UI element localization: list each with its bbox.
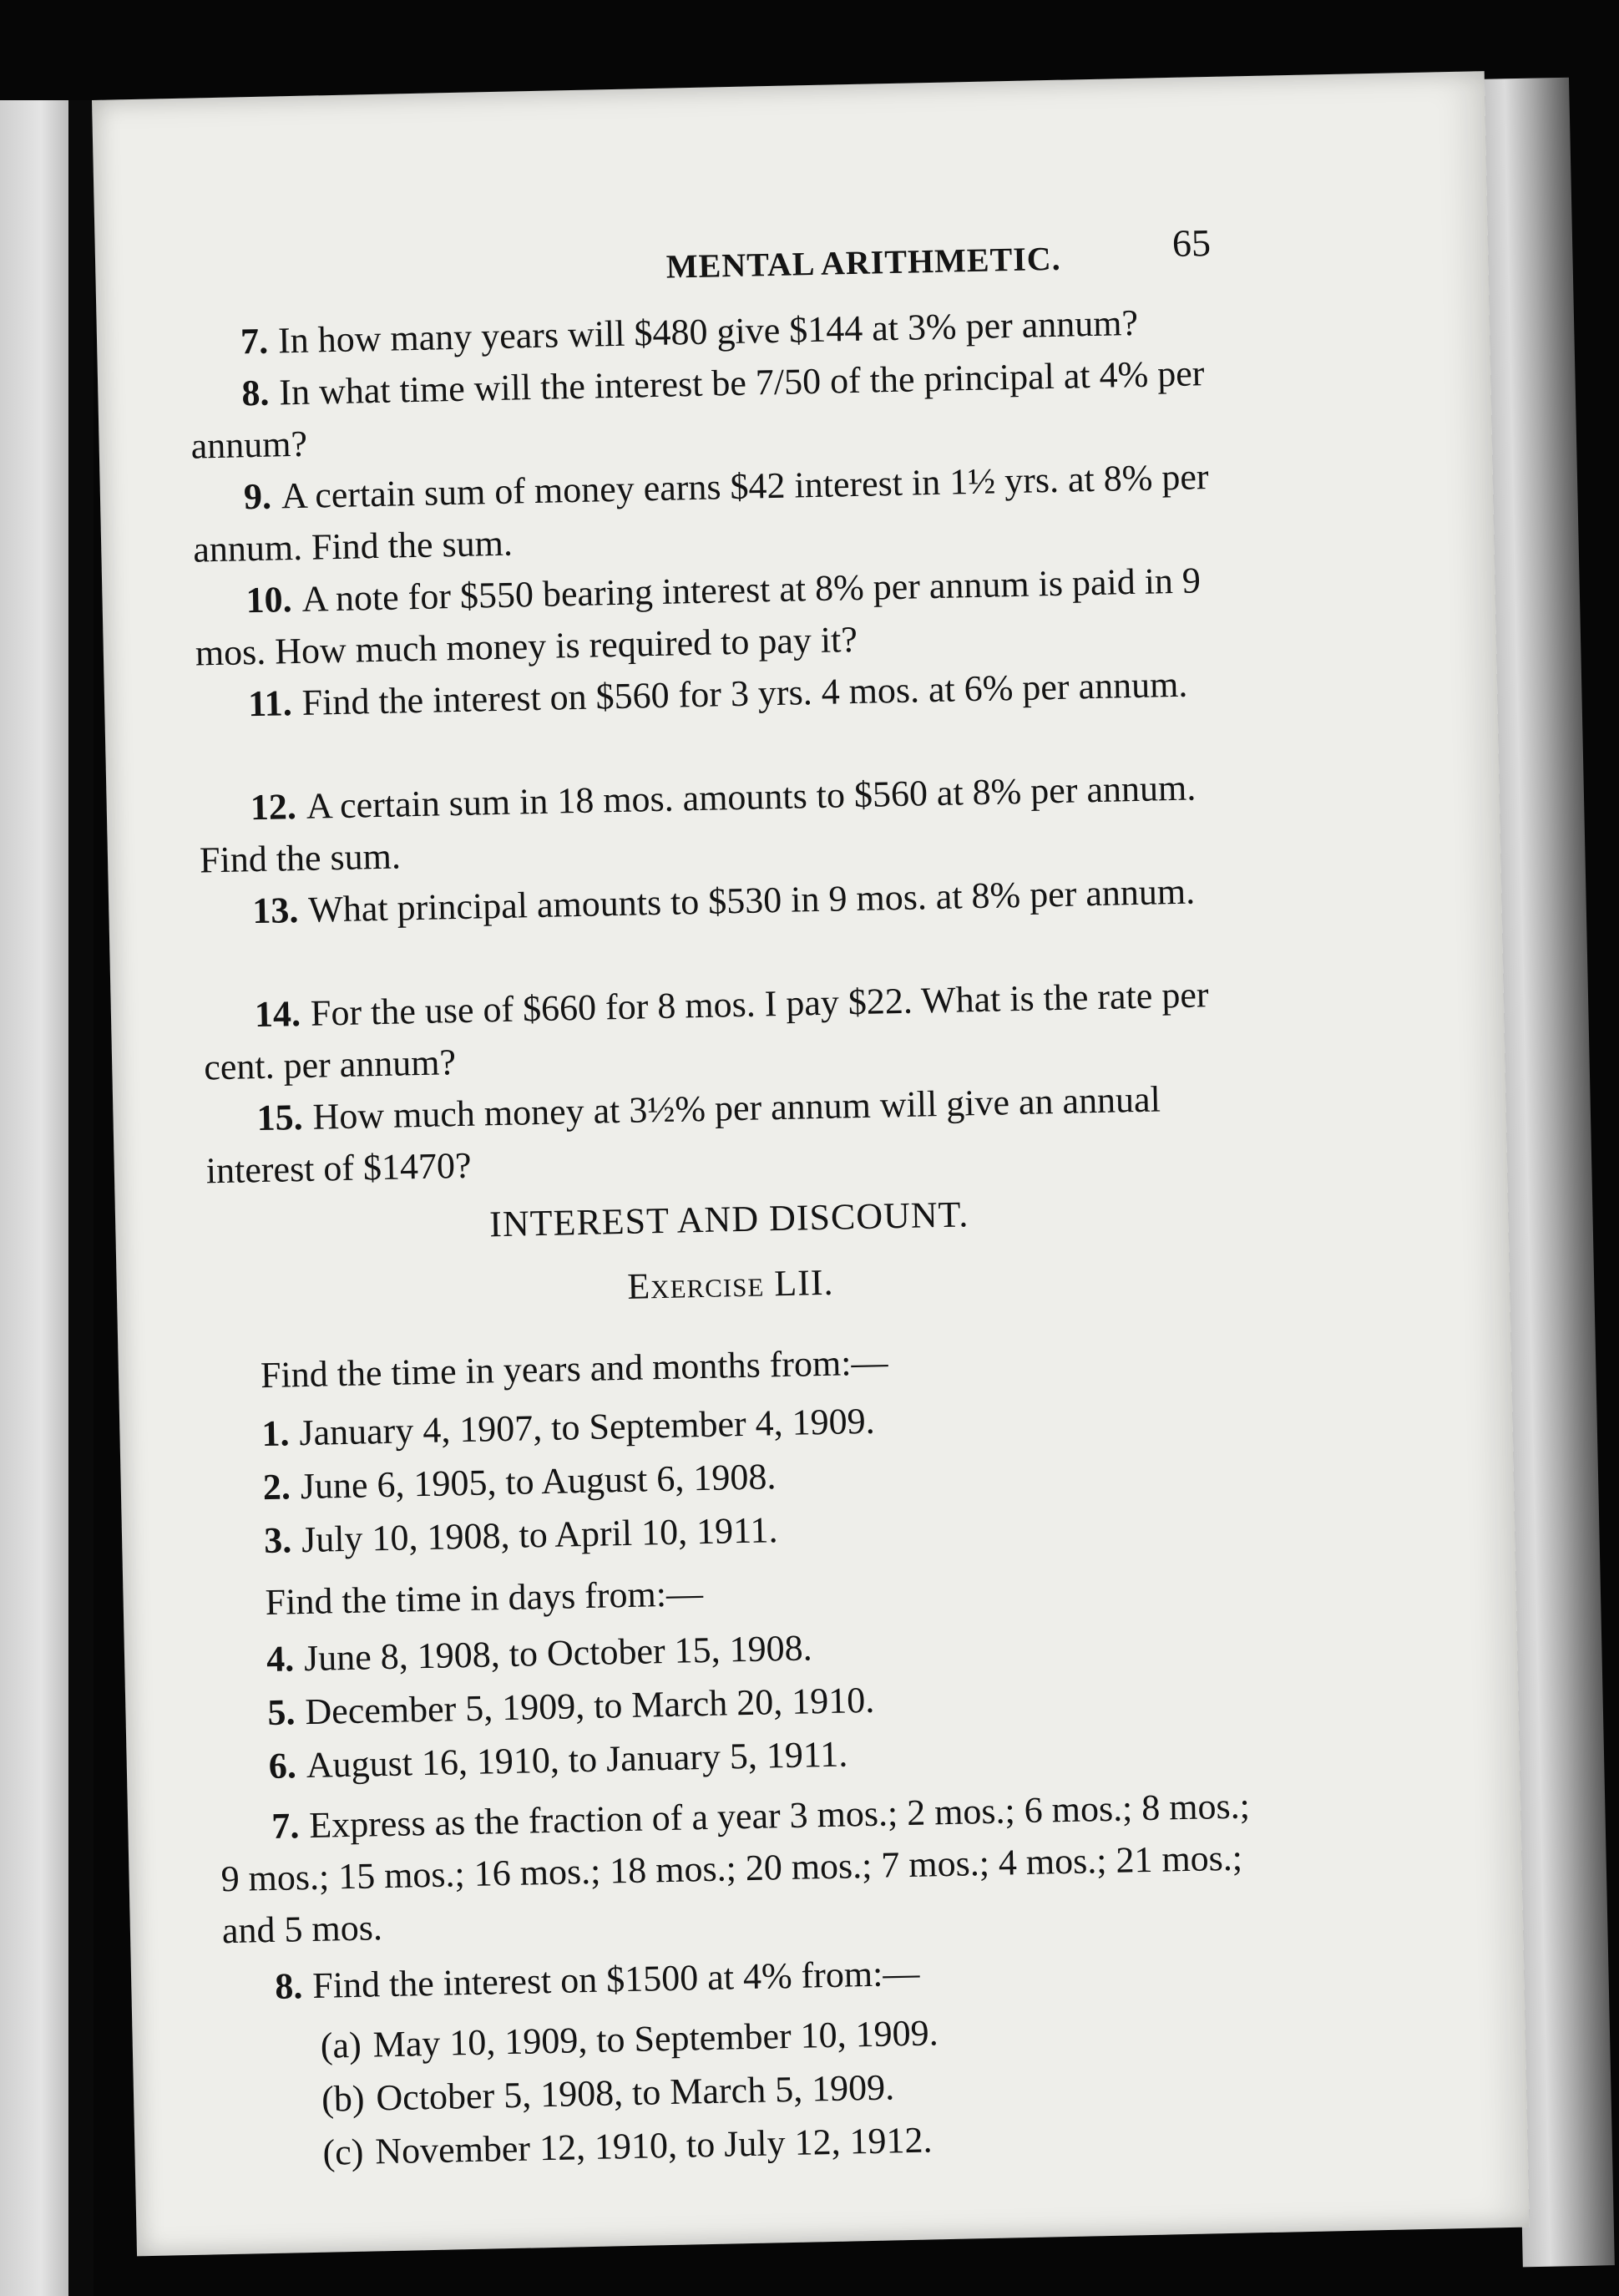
- problem-text: What principal amounts to $530 in 9 mos. at 8% per annum.: [307, 870, 1196, 930]
- book-gutter: [68, 100, 94, 2296]
- problem-text: For the use of $660 for 8 mos. I pay $22. What is the rate per cent. per annum?: [203, 974, 1209, 1088]
- left-page-edge: [0, 100, 68, 2296]
- section-title: INTEREST AND DISCOUNT.: [488, 1194, 969, 1245]
- sub-item-text: October 5, 1908, to March 5, 1909.: [375, 2066, 895, 2119]
- item-number: 6.: [268, 1745, 297, 1787]
- problem-number: 14.: [254, 993, 301, 1036]
- sub-item-label: (c): [322, 2131, 364, 2173]
- item-text: July 10, 1908, to April 10, 1911.: [301, 1509, 778, 1561]
- lead-years-months: Find the time in years and months from:—: [260, 1341, 888, 1396]
- problem-text: A certain sum of money earns $42 interest in 1½ yrs. at 8% per annum. Find the sum.: [192, 456, 1209, 570]
- problem-7-fractions: [220, 1780, 1267, 1957]
- running-head: MENTAL ARITHMETIC.: [665, 239, 1062, 286]
- problem-number: 12.: [250, 786, 297, 829]
- problem-text: How much money at 3½% per annum will give an annual interest of $1470?: [205, 1078, 1161, 1192]
- problem-text: Find the interest on $560 for 3 yrs. 4 mos. at 6% per annum.: [301, 663, 1188, 723]
- item-number: 2.: [262, 1466, 291, 1508]
- item-number: 5.: [266, 1691, 296, 1734]
- item-number: 4.: [266, 1638, 295, 1680]
- item-number: 1.: [261, 1412, 290, 1455]
- problem-text: In how many years will $480 give $144 at 3% per annum?: [277, 302, 1139, 362]
- item-text: August 16, 1910, to January 5, 1911.: [306, 1733, 848, 1787]
- problem-text: A certain sum in 18 mos. amounts to $560 at 8% per annum. Find the sum.: [199, 767, 1197, 881]
- problem-number: 8.: [240, 372, 270, 414]
- sub-item-text: November 12, 1910, to July 12, 1912.: [374, 2119, 933, 2172]
- sub-item-label: (a): [320, 2024, 362, 2066]
- problem-number: 7.: [240, 320, 269, 362]
- book-page: [92, 71, 1530, 2256]
- item-text: January 4, 1907, to September 4, 1909.: [298, 1400, 876, 1454]
- exercise-number: LII.: [773, 1261, 834, 1305]
- item-number: 3.: [263, 1519, 292, 1562]
- problem-text: Find the interest on $1500 at 4% from:—: [311, 1952, 920, 2006]
- problem-number: 13.: [251, 890, 299, 932]
- problem-number: 7.: [271, 1805, 300, 1847]
- item-text: June 8, 1908, to October 15, 1908.: [303, 1627, 813, 1680]
- problem-number: 10.: [245, 579, 293, 621]
- item-text: December 5, 1909, to March 20, 1910.: [304, 1679, 875, 1733]
- lead-days: Find the time in days from:—: [265, 1573, 704, 1624]
- problem-number: 9.: [243, 475, 272, 518]
- problem-number: 8.: [274, 1965, 303, 2007]
- problem-text: In what time will the interest be 7/50 of the principal at 4% per annum?: [190, 352, 1205, 467]
- problem-text: A note for $550 bearing interest at 8% per annum is paid in 9 mos. How much money is required to pay it?: [195, 560, 1202, 674]
- exercise-word: Exercise: [626, 1263, 765, 1307]
- exercise-heading: [208, 1252, 1252, 1316]
- page-number: 65: [1171, 220, 1212, 265]
- problem-number: 15.: [256, 1096, 304, 1139]
- problem-number: 11.: [247, 682, 293, 725]
- page-content: [92, 71, 1530, 2256]
- sub-item-label: (b): [321, 2077, 365, 2120]
- sub-item-text: May 10, 1909, to September 10, 1909.: [372, 2012, 939, 2065]
- item-text: June 6, 1905, to August 6, 1908.: [300, 1456, 777, 1508]
- problem-text: Express as the fraction of a year 3 mos.; 2 mos.; 6 mos.; 8 mos.; 9 mos.; 15 mos.; 16 mos.; 18 mos.; 20 mos.; 7 mos.; 4 mos.; 21 mos.; and 5 mos.: [220, 1785, 1251, 1952]
- problem-15-top: [205, 1072, 1250, 1197]
